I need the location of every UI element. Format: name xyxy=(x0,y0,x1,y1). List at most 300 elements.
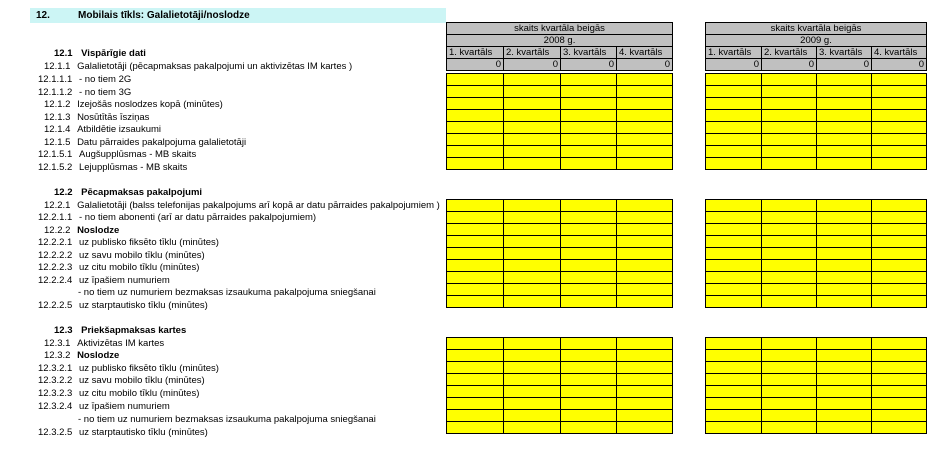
row-text: - no tiem 3G xyxy=(78,87,132,98)
row-text: uz savu mobilo tīklu (minūtes) xyxy=(78,375,205,386)
row-number: 12.2.2.4 xyxy=(38,275,73,286)
row-number: 12.1 xyxy=(54,48,73,59)
input-cell[interactable] xyxy=(872,362,927,374)
input-cell[interactable] xyxy=(504,422,561,434)
input-cell[interactable] xyxy=(706,134,762,146)
input-cell[interactable] xyxy=(617,338,673,350)
input-cell[interactable] xyxy=(447,260,504,272)
q2-total-2009: 0 xyxy=(762,59,817,71)
input-cell[interactable] xyxy=(817,350,872,362)
input-cell[interactable] xyxy=(762,248,817,260)
input-cell[interactable] xyxy=(504,248,561,260)
input-cell[interactable] xyxy=(762,236,817,248)
input-cell[interactable] xyxy=(504,362,561,374)
input-cell[interactable] xyxy=(817,236,872,248)
row-label xyxy=(38,149,196,161)
input-cell[interactable] xyxy=(617,272,673,284)
row-label xyxy=(44,338,164,350)
row-label xyxy=(44,350,119,362)
input-cell[interactable] xyxy=(504,386,561,398)
row-number: 12.2 xyxy=(54,187,73,198)
input-cell[interactable] xyxy=(817,422,872,434)
input-cell[interactable] xyxy=(504,86,561,98)
q4-total-2009: 0 xyxy=(872,59,927,71)
row-label xyxy=(38,427,208,439)
row-number: 12.3.2.2 xyxy=(38,375,73,386)
input-cell[interactable] xyxy=(617,296,673,308)
table-2008-year: 2008 g. xyxy=(447,35,673,47)
row-number: 12.3 xyxy=(54,325,73,336)
input-cell[interactable] xyxy=(817,158,872,170)
input-cell[interactable] xyxy=(872,134,927,146)
input-cell[interactable] xyxy=(561,350,617,362)
input-cell[interactable] xyxy=(504,410,561,422)
input-cell[interactable] xyxy=(762,398,817,410)
input-cell[interactable] xyxy=(447,374,504,386)
row-label xyxy=(38,275,170,287)
input-cell[interactable] xyxy=(872,260,927,272)
row-label xyxy=(54,187,202,199)
q4-header-2008: 4. kvartāls xyxy=(617,47,673,59)
input-cell[interactable] xyxy=(706,296,762,308)
input-cell[interactable] xyxy=(504,224,561,236)
input-cell[interactable] xyxy=(561,158,617,170)
input-cell[interactable] xyxy=(447,224,504,236)
q3-total-2009: 0 xyxy=(817,59,872,71)
input-cell[interactable] xyxy=(706,362,762,374)
input-cell[interactable] xyxy=(561,146,617,158)
input-cell[interactable] xyxy=(504,212,561,224)
input-cell[interactable] xyxy=(762,374,817,386)
input-cell[interactable] xyxy=(706,374,762,386)
row-label xyxy=(38,262,199,274)
row-number: 12.1.5.1 xyxy=(38,149,73,160)
input-cell[interactable] xyxy=(504,272,561,284)
q3-header-2008: 3. kvartāls xyxy=(561,47,617,59)
input-cell[interactable] xyxy=(447,236,504,248)
input-cell[interactable] xyxy=(872,410,927,422)
input-cell[interactable] xyxy=(762,158,817,170)
input-cell[interactable] xyxy=(617,74,673,86)
row-number: 12.3.2 xyxy=(44,350,71,361)
input-cell[interactable] xyxy=(447,350,504,362)
input-block-2009-3 xyxy=(705,337,927,434)
input-cell[interactable] xyxy=(447,74,504,86)
row-label xyxy=(38,87,131,99)
q1-total-2008: 0 xyxy=(447,59,504,71)
q3-total-2008: 0 xyxy=(561,59,617,71)
input-cell[interactable] xyxy=(617,146,673,158)
input-cell[interactable] xyxy=(817,362,872,374)
input-cell[interactable] xyxy=(872,272,927,284)
input-cell[interactable] xyxy=(447,338,504,350)
row-label xyxy=(38,375,205,387)
row-number: 12.1.1.2 xyxy=(38,87,73,98)
input-cell[interactable] xyxy=(561,422,617,434)
input-cell[interactable] xyxy=(762,260,817,272)
input-cell[interactable] xyxy=(872,224,927,236)
input-cell[interactable] xyxy=(447,272,504,284)
input-cell[interactable] xyxy=(504,146,561,158)
input-cell[interactable] xyxy=(817,98,872,110)
row-text: uz īpašiem numuriem xyxy=(78,275,170,286)
row-text: uz citu mobilo tīklu (minūtes) xyxy=(78,388,200,399)
row-text: - no tiem uz numuriem bezmaksas izsaukuma pakalpojuma sniegšanai xyxy=(78,287,376,298)
q3-header-2009: 3. kvartāls xyxy=(817,47,872,59)
row-label xyxy=(38,212,316,224)
row-label xyxy=(38,162,187,174)
input-cell[interactable] xyxy=(872,248,927,260)
row-number: 12.3.2.1 xyxy=(38,363,73,374)
input-cell[interactable] xyxy=(617,374,673,386)
input-cell[interactable] xyxy=(817,296,872,308)
q2-header-2009: 2. kvartāls xyxy=(762,47,817,59)
input-cell[interactable] xyxy=(762,86,817,98)
input-cell[interactable] xyxy=(447,410,504,422)
row-label xyxy=(38,74,131,86)
input-cell[interactable] xyxy=(617,284,673,296)
input-cell[interactable] xyxy=(762,98,817,110)
input-cell[interactable] xyxy=(617,86,673,98)
row-number: 12.2.2.2 xyxy=(38,250,73,261)
input-cell[interactable] xyxy=(872,146,927,158)
input-cell[interactable] xyxy=(817,86,872,98)
row-label xyxy=(44,99,223,111)
input-cell[interactable] xyxy=(762,338,817,350)
row-text: Galalietotāji (balss telefonijas pakalpojums arī kopā ar datu pārraides pakalpojumiem ) xyxy=(77,200,440,211)
q1-header-2009: 1. kvartāls xyxy=(706,47,762,59)
input-cell[interactable] xyxy=(561,284,617,296)
input-cell[interactable] xyxy=(817,338,872,350)
input-cell[interactable] xyxy=(561,110,617,122)
input-cell[interactable] xyxy=(762,296,817,308)
input-cell[interactable] xyxy=(706,248,762,260)
q1-total-2009: 0 xyxy=(706,59,762,71)
input-cell[interactable] xyxy=(447,212,504,224)
input-cell[interactable] xyxy=(817,386,872,398)
input-block-2009-2 xyxy=(705,199,927,308)
input-cell[interactable] xyxy=(617,410,673,422)
row-label xyxy=(38,237,219,249)
input-cell[interactable] xyxy=(762,122,817,134)
row-text: uz īpašiem numuriem xyxy=(78,401,170,412)
input-cell[interactable] xyxy=(817,398,872,410)
table-2008-header xyxy=(446,22,673,71)
input-cell[interactable] xyxy=(706,284,762,296)
input-cell[interactable] xyxy=(706,110,762,122)
input-cell[interactable] xyxy=(504,134,561,146)
input-cell[interactable] xyxy=(447,386,504,398)
input-cell[interactable] xyxy=(561,410,617,422)
row-number: 12.2.2.1 xyxy=(38,237,73,248)
input-cell[interactable] xyxy=(617,422,673,434)
input-cell[interactable] xyxy=(817,374,872,386)
input-cell[interactable] xyxy=(617,98,673,110)
input-cell[interactable] xyxy=(617,200,673,212)
input-cell[interactable] xyxy=(706,212,762,224)
input-cell[interactable] xyxy=(447,110,504,122)
input-cell[interactable] xyxy=(561,236,617,248)
input-cell[interactable] xyxy=(706,122,762,134)
input-cell[interactable] xyxy=(706,260,762,272)
input-cell[interactable] xyxy=(617,212,673,224)
input-cell[interactable] xyxy=(561,272,617,284)
row-number: 12.1.1 xyxy=(44,61,71,72)
input-cell[interactable] xyxy=(872,98,927,110)
row-text: uz publisko fiksēto tīklu (minūtes) xyxy=(78,363,219,374)
input-cell[interactable] xyxy=(504,338,561,350)
input-cell[interactable] xyxy=(504,398,561,410)
input-cell[interactable] xyxy=(872,386,927,398)
input-cell[interactable] xyxy=(872,422,927,434)
input-cell[interactable] xyxy=(706,422,762,434)
input-cell[interactable] xyxy=(872,398,927,410)
input-cell[interactable] xyxy=(706,158,762,170)
input-cell[interactable] xyxy=(872,110,927,122)
input-cell[interactable] xyxy=(561,134,617,146)
q2-total-2008: 0 xyxy=(504,59,561,71)
input-cell[interactable] xyxy=(817,110,872,122)
input-cell[interactable] xyxy=(817,284,872,296)
input-cell[interactable] xyxy=(561,122,617,134)
row-number: 12.1.2 xyxy=(44,99,71,110)
row-text: Izejošās noslodzes kopā (minūtes) xyxy=(77,99,223,110)
input-cell[interactable] xyxy=(706,200,762,212)
input-cell[interactable] xyxy=(504,122,561,134)
input-cell[interactable] xyxy=(561,248,617,260)
input-cell[interactable] xyxy=(504,98,561,110)
input-cell[interactable] xyxy=(447,200,504,212)
row-number: 12.2.1 xyxy=(44,200,71,211)
input-cell[interactable] xyxy=(504,158,561,170)
section-title: Mobilais tīkls: Galalietotāji/noslodze xyxy=(78,10,250,21)
input-cell[interactable] xyxy=(447,158,504,170)
input-cell[interactable] xyxy=(706,236,762,248)
input-cell[interactable] xyxy=(561,362,617,374)
row-text: Vispārīgie dati xyxy=(81,48,146,59)
input-cell[interactable] xyxy=(617,224,673,236)
input-cell[interactable] xyxy=(706,74,762,86)
row-number: 12.2.2 xyxy=(44,225,71,236)
input-cell[interactable] xyxy=(706,86,762,98)
row-label xyxy=(44,200,440,212)
input-cell[interactable] xyxy=(706,146,762,158)
input-cell[interactable] xyxy=(706,410,762,422)
input-cell[interactable] xyxy=(872,74,927,86)
row-text: Noslodze xyxy=(77,225,120,236)
input-cell[interactable] xyxy=(617,110,673,122)
row-text: Nosūtītās īsziņas xyxy=(77,112,150,123)
input-cell[interactable] xyxy=(561,260,617,272)
row-text: Augšupplūsmas - MB skaits xyxy=(78,149,197,160)
input-cell[interactable] xyxy=(706,224,762,236)
row-label xyxy=(38,363,219,375)
input-cell[interactable] xyxy=(617,122,673,134)
input-cell[interactable] xyxy=(504,236,561,248)
row-text: Lejupplūsmas - MB skaits xyxy=(78,162,188,173)
input-cell[interactable] xyxy=(817,200,872,212)
row-text: Aktivizētas IM kartes xyxy=(77,338,165,349)
input-cell[interactable] xyxy=(762,74,817,86)
input-cell[interactable] xyxy=(872,122,927,134)
input-cell[interactable] xyxy=(762,134,817,146)
input-cell[interactable] xyxy=(504,110,561,122)
input-cell[interactable] xyxy=(561,74,617,86)
row-number: 12.1.1.1 xyxy=(38,74,73,85)
input-cell[interactable] xyxy=(817,212,872,224)
input-cell[interactable] xyxy=(817,134,872,146)
row-text: uz starptautisko tīklu (minūtes) xyxy=(78,427,208,438)
input-cell[interactable] xyxy=(872,374,927,386)
input-cell[interactable] xyxy=(817,122,872,134)
input-cell[interactable] xyxy=(504,260,561,272)
input-cell[interactable] xyxy=(817,74,872,86)
input-cell[interactable] xyxy=(447,248,504,260)
input-cell[interactable] xyxy=(706,350,762,362)
input-cell[interactable] xyxy=(872,158,927,170)
q1-header-2008: 1. kvartāls xyxy=(447,47,504,59)
input-cell[interactable] xyxy=(617,260,673,272)
input-cell[interactable] xyxy=(706,398,762,410)
input-cell[interactable] xyxy=(817,260,872,272)
input-cell[interactable] xyxy=(617,386,673,398)
input-cell[interactable] xyxy=(762,386,817,398)
row-label xyxy=(38,388,199,400)
row-label xyxy=(44,112,149,124)
input-cell[interactable] xyxy=(617,362,673,374)
input-cell[interactable] xyxy=(872,338,927,350)
input-cell[interactable] xyxy=(706,272,762,284)
input-cell[interactable] xyxy=(872,86,927,98)
row-number: 12.1.5 xyxy=(44,137,71,148)
input-cell[interactable] xyxy=(706,386,762,398)
input-cell[interactable] xyxy=(561,374,617,386)
input-cell[interactable] xyxy=(762,272,817,284)
q4-total-2008: 0 xyxy=(617,59,673,71)
row-text: - no tiem uz numuriem bezmaksas izsaukuma pakalpojuma sniegšanai xyxy=(78,414,376,425)
input-cell[interactable] xyxy=(706,98,762,110)
row-text: Noslodze xyxy=(77,350,120,361)
q4-header-2009: 4. kvartāls xyxy=(872,47,927,59)
row-number: 12.1.5.2 xyxy=(38,162,73,173)
row-label xyxy=(54,48,146,60)
input-cell[interactable] xyxy=(447,146,504,158)
input-cell[interactable] xyxy=(762,422,817,434)
input-cell[interactable] xyxy=(447,86,504,98)
input-cell[interactable] xyxy=(762,110,817,122)
input-cell[interactable] xyxy=(817,248,872,260)
input-cell[interactable] xyxy=(762,350,817,362)
row-number: 12.2.2.3 xyxy=(38,262,73,273)
input-cell[interactable] xyxy=(762,410,817,422)
input-cell[interactable] xyxy=(561,386,617,398)
row-number: 12.3.2.5 xyxy=(38,427,73,438)
input-cell[interactable] xyxy=(762,200,817,212)
input-cell[interactable] xyxy=(561,86,617,98)
input-cell[interactable] xyxy=(872,284,927,296)
row-text: uz citu mobilo tīklu (minūtes) xyxy=(78,262,200,273)
input-cell[interactable] xyxy=(504,74,561,86)
row-label xyxy=(44,61,352,73)
input-cell[interactable] xyxy=(447,362,504,374)
row-label xyxy=(38,401,170,413)
input-cell[interactable] xyxy=(447,134,504,146)
input-cell[interactable] xyxy=(561,224,617,236)
row-label xyxy=(54,325,186,337)
input-block-2008-3 xyxy=(446,337,673,434)
input-cell[interactable] xyxy=(617,236,673,248)
input-cell[interactable] xyxy=(561,200,617,212)
input-cell[interactable] xyxy=(872,350,927,362)
row-number: 12.3.2.3 xyxy=(38,388,73,399)
input-cell[interactable] xyxy=(561,338,617,350)
input-cell[interactable] xyxy=(447,122,504,134)
input-cell[interactable] xyxy=(561,98,617,110)
row-number: 12.2.1.1 xyxy=(38,212,73,223)
input-cell[interactable] xyxy=(706,338,762,350)
input-cell[interactable] xyxy=(817,224,872,236)
row-number: 12.3.2.4 xyxy=(38,401,73,412)
input-cell[interactable] xyxy=(617,134,673,146)
input-cell[interactable] xyxy=(447,296,504,308)
input-cell[interactable] xyxy=(617,398,673,410)
row-text: - no tiem abonenti (arī ar datu pārraides pakalpojumiem) xyxy=(78,212,317,223)
input-cell[interactable] xyxy=(872,236,927,248)
row-number: 12.3.1 xyxy=(44,338,71,349)
input-cell[interactable] xyxy=(447,284,504,296)
row-text: Pēcapmaksas pakalpojumi xyxy=(81,187,203,198)
input-cell[interactable] xyxy=(762,146,817,158)
input-cell[interactable] xyxy=(504,350,561,362)
input-cell[interactable] xyxy=(872,296,927,308)
input-cell[interactable] xyxy=(504,296,561,308)
input-block-2009-1 xyxy=(705,73,927,170)
input-block-2008-2 xyxy=(446,199,673,308)
input-cell[interactable] xyxy=(762,212,817,224)
row-text: uz savu mobilo tīklu (minūtes) xyxy=(78,250,205,261)
input-cell[interactable] xyxy=(617,248,673,260)
row-number: 12.1.3 xyxy=(44,112,71,123)
input-cell[interactable] xyxy=(817,410,872,422)
section-title-bar xyxy=(30,8,446,23)
table-2008-caption: skaits kvartāla beigās xyxy=(447,23,673,35)
input-cell[interactable] xyxy=(447,422,504,434)
input-cell[interactable] xyxy=(504,200,561,212)
section-number: 12. xyxy=(36,10,50,21)
input-cell[interactable] xyxy=(561,212,617,224)
input-cell[interactable] xyxy=(617,350,673,362)
row-text: uz starptautisko tīklu (minūtes) xyxy=(78,300,208,311)
input-cell[interactable] xyxy=(762,284,817,296)
input-cell[interactable] xyxy=(872,212,927,224)
input-cell[interactable] xyxy=(617,158,673,170)
input-cell[interactable] xyxy=(504,284,561,296)
row-label xyxy=(44,225,119,237)
table-2009-caption: skaits kvartāla beigās xyxy=(706,23,927,35)
input-cell[interactable] xyxy=(504,374,561,386)
q2-header-2008: 2. kvartāls xyxy=(504,47,561,59)
input-cell[interactable] xyxy=(817,146,872,158)
input-cell[interactable] xyxy=(762,362,817,374)
input-cell[interactable] xyxy=(762,224,817,236)
input-cell[interactable] xyxy=(817,272,872,284)
input-cell[interactable] xyxy=(447,98,504,110)
input-cell[interactable] xyxy=(561,296,617,308)
input-cell[interactable] xyxy=(447,398,504,410)
input-cell[interactable] xyxy=(561,398,617,410)
input-cell[interactable] xyxy=(872,200,927,212)
row-text: Priekšapmaksas kartes xyxy=(81,325,187,336)
